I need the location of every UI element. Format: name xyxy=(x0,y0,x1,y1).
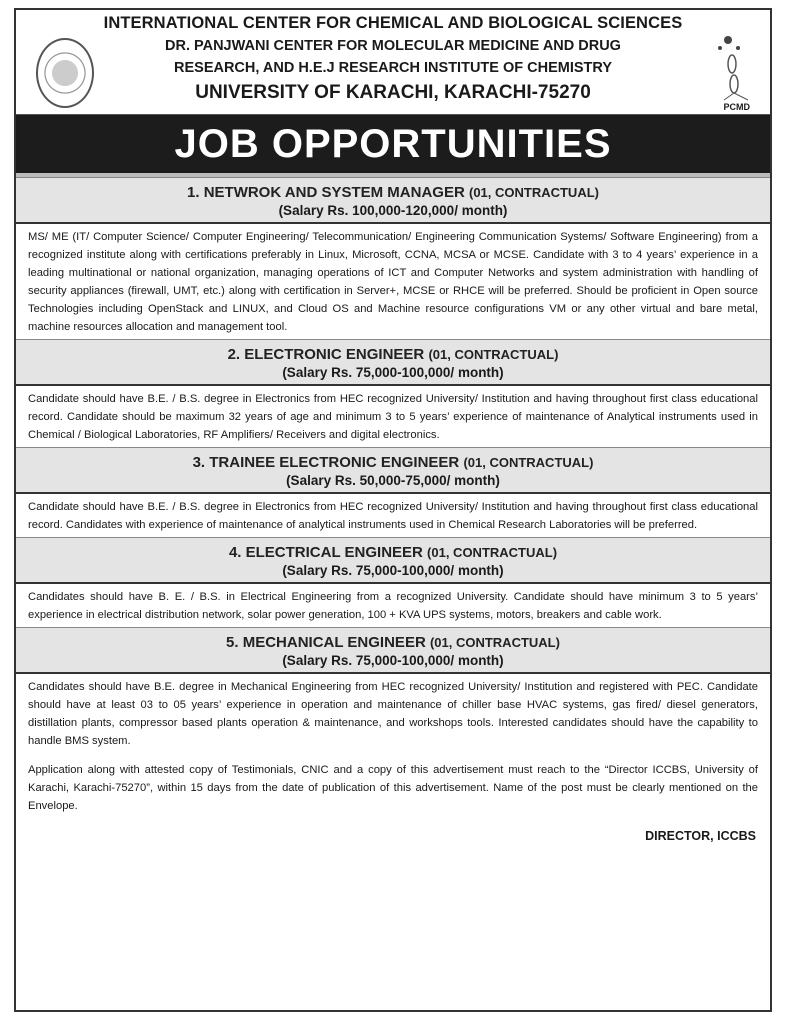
center-name-line2: RESEARCH, AND H.E.J RESEARCH INSTITUTE OF CHEMISTRY xyxy=(174,60,612,76)
header xyxy=(16,10,770,115)
job-header xyxy=(16,339,770,386)
job-description: Candidates should have B.E. degree in Mechanical Engineering from HEC recognized University/ Institution and registered with PEC. Candidate should have at least 03 to 05 years’ experience in operation and maintenance of chiller base HVAC systems, gas fired/ diesel generators, distillation plants, compressor based plants operation & maintenance, and workshops tools. Interested candidates should have the capability to handle BMS system. xyxy=(28,681,758,747)
job-salary: (Salary Rs. 50,000-75,000/ month) xyxy=(286,473,500,488)
job-type: (01, CONTRACTUAL) xyxy=(428,347,559,362)
job-salary: (Salary Rs. 100,000-120,000/ month) xyxy=(278,203,508,218)
job-description: Candidate should have B.E. / B.S. degree in Electronics from HEC recognized University/ Institution and having throughout first class educational record. Candidate should be maximum 32 years of age and minimum 3 to 5 years’ experience of maintenance of Analytical instruments used in Chemical / Biological Laboratories, RF Amplifiers/ Receivers and digital electronics. xyxy=(28,393,758,441)
job-opportunities-banner: JOB OPPORTUNITIES xyxy=(16,115,770,177)
job-type: (01, CONTRACTUAL) xyxy=(468,185,599,200)
job-description: Candidate should have B.E. / B.S. degree in Electronics from HEC recognized University/ Institution and having throughout first class educational record. Candidates with experience of maintenance of analytical instruments used in Chemical Research Laboratories will be preferred. xyxy=(28,501,758,531)
job-section xyxy=(16,447,770,537)
institution-name: INTERNATIONAL CENTER FOR CHEMICAL AND BIOLOGICAL SCIENCES xyxy=(103,14,683,32)
job-type: (01, CONTRACTUAL) xyxy=(429,635,560,650)
job-salary: (Salary Rs. 75,000-100,000/ month) xyxy=(282,653,504,668)
job-description: MS/ ME (IT/ Computer Science/ Computer Engineering/ Telecommunication/ Engineering Communication Systems/ Software Engineering) from a recognized institute along with certifications preferably in Linux, Microsoft, CCNA, MCSA or MCSE. Candidate with 3 to 4 years’ experience in a leading multinational or national organization, managing operations of ICT and Computer Networks and system administration with handling of security appliances (firewall, UMT, etc.) along with certification in Server+, MCSE or RHCE will be preferred. Should be proficient in Open source Technologies including OpenStack and LINUX, and Cloud OS and Machine resource configurations VM or any other virtual and bare metal, machine resources allocation and management tool. xyxy=(28,231,758,333)
job-title: 4. ELECTRICAL ENGINEER xyxy=(228,544,423,561)
job-header xyxy=(16,627,770,674)
signature: DIRECTOR, ICCBS xyxy=(645,829,756,843)
job-title: 3. TRAINEE ELECTRONIC ENGINEER xyxy=(192,454,460,471)
job-section xyxy=(16,627,770,753)
job-title: 2. ELECTRONIC ENGINEER xyxy=(227,346,425,363)
job-section xyxy=(16,177,770,339)
university-address: UNIVERSITY OF KARACHI, KARACHI-75270 xyxy=(195,82,591,103)
job-description: Candidates should have B. E. / B.S. in Electrical Engineering from a recognized University. Candidate should have minimum 3 to 5 years’ experience in electrical distribution network, solar power generation, 100 + KVA UPS systems, motors, breakers and cable work. xyxy=(28,591,758,621)
job-header xyxy=(16,447,770,494)
job-title: 1. NETWROK AND SYSTEM MANAGER xyxy=(187,184,465,201)
job-header xyxy=(16,177,770,224)
job-type: (01, CONTRACTUAL) xyxy=(427,545,558,560)
job-section xyxy=(16,339,770,447)
job-header xyxy=(16,537,770,584)
advertisement xyxy=(14,8,772,1012)
job-title: 5. MECHANICAL ENGINEER xyxy=(226,634,426,651)
job-salary: (Salary Rs. 75,000-100,000/ month) xyxy=(282,365,504,380)
pcmd-molecule-logo xyxy=(714,34,754,110)
pcmd-label: PCMD xyxy=(723,102,750,112)
job-salary: (Salary Rs. 75,000-100,000/ month) xyxy=(282,563,504,578)
application-instructions: Application along with attested copy of Testimonials, CNIC and a copy of this advertisement must reach to the “Director ICCBS, University of Karachi, Karachi-75270”, within 15 days from the date of publication of this advertisement. Name of the post must be clearly mentioned on the Envelope. xyxy=(28,764,758,812)
job-type: (01, CONTRACTUAL) xyxy=(463,455,594,470)
job-section xyxy=(16,537,770,627)
center-name-line1: DR. PANJWANI CENTER FOR MOLECULAR MEDICINE AND DRUG xyxy=(165,38,621,54)
